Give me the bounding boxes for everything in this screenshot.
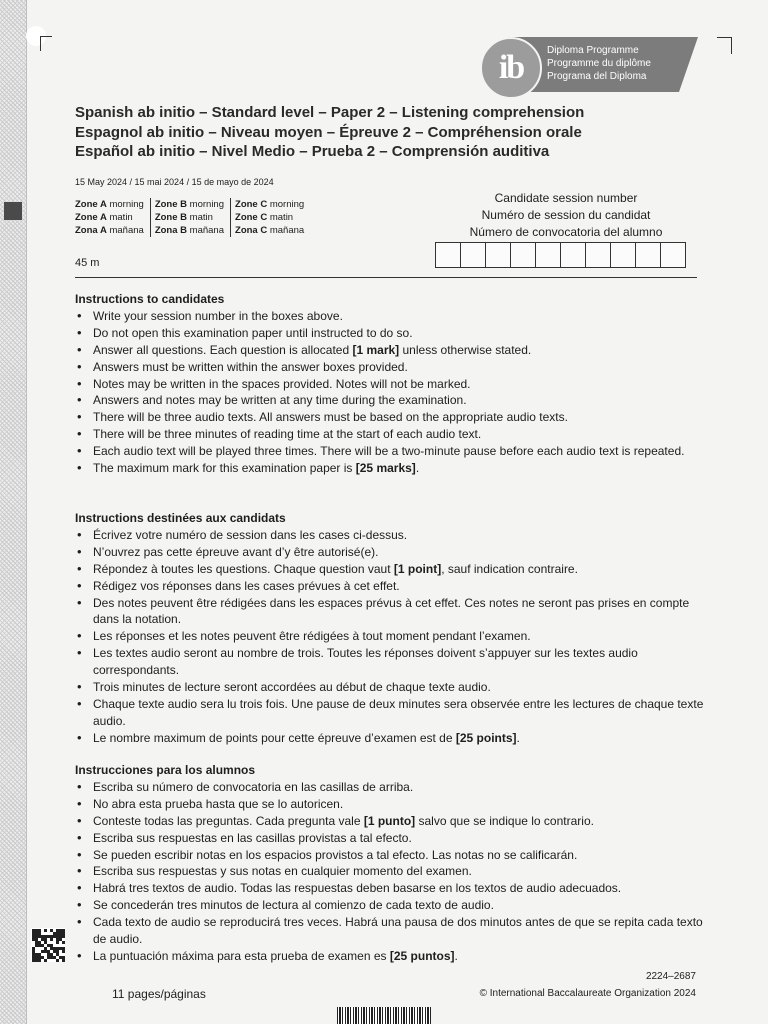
instructions-list [75,527,705,747]
exam-title-es: Español ab initio – Nivel Medio – Prueba 2 – Comprensión auditiva [75,143,550,160]
instruction-item: • Answers must be written within the answer boxes provided. [75,359,705,376]
instructions-english [75,291,705,477]
instruction-item: • Escriba su número de convocatoria en las casillas de arriba. [75,779,705,796]
exam-title-fr: Espagnol ab initio – Niveau moyen – Épreuve 2 – Compréhension orale [75,123,582,141]
logo-line: Diploma Programme [547,45,639,56]
instruction-item: • Les textes audio seront au nombre de trois. Toutes les réponses doivent s’appuyer sur les textes audio correspondants. [75,645,705,679]
session-number-box[interactable] [585,242,611,268]
session-number-box[interactable] [535,242,561,268]
barcode [337,1007,431,1024]
instruction-item: • Answers and notes may be written at any time during the examination. [75,392,705,409]
exam-duration: 45 m [75,257,100,269]
instructions-heading: Instructions destinées aux candidats [75,511,286,525]
logo-line: Programme du diplôme [547,58,651,69]
instruction-item: • La puntuación máxima para esta prueba de examen es [25 puntos]. [75,948,705,965]
zone-column: Zone B morning Zone B matin Zona B mañana [155,198,231,237]
instruction-item: • Escriba sus respuestas en las casillas provistas a tal efecto. [75,830,705,847]
exam-date: 15 May 2024 / 15 mai 2024 / 15 de mayo de 2024 [75,177,274,187]
csn-label-es: Número de convocatoria del alumno [469,225,663,239]
instruction-item: • Cada texto de audio se reproducirá tres veces. Habrá una pausa de dos minutos antes de que se repita cada texto de audio. [75,914,705,948]
instruction-item: • Notes may be written in the spaces provided. Notes will not be marked. [75,376,705,393]
session-number-box[interactable] [660,242,686,268]
candidate-session-boxes [436,242,686,268]
session-number-box[interactable] [635,242,661,268]
instruction-item: • Des notes peuvent être rédigées dans les espaces prévus à cet effet. Ces notes ne seront pas prises en compte dans la notation. [75,595,705,629]
session-number-box[interactable] [510,242,536,268]
csn-label-en: Candidate session number [494,191,638,205]
registration-mark [4,202,22,220]
instruction-item: • Se concederán tres minutos de lectura al comienzo de cada texto de audio. [75,897,705,914]
crop-mark-right [717,37,732,54]
instruction-item: • Se pueden escribir notas en los espacios provistos a tal efecto. Las notas no se calificarán. [75,847,705,864]
instruction-item: • Écrivez votre numéro de session dans les cases ci-dessus. [75,527,705,544]
session-number-box[interactable] [460,242,486,268]
zone-column: Zone A morning Zone A matin Zona A mañana [75,198,151,237]
session-number-box[interactable] [560,242,586,268]
scan-edge-hatch [0,0,27,1024]
instructions-heading: Instructions to candidates [75,292,225,306]
instruction-item: • Answer all questions. Each question is allocated [1 mark] unless otherwise stated. [75,342,705,359]
ib-logo-mark: ib [480,37,542,99]
instructions-french [75,510,705,747]
logo-line: Programa del Diploma [547,71,647,82]
instruction-item: • There will be three minutes of reading time at the start of each audio text. [75,426,705,443]
session-number-box[interactable] [610,242,636,268]
instruction-item: • Each audio text will be played three times. There will be a two-minute pause before each audio text is repeated. [75,443,705,460]
copyright-notice: © International Baccalaureate Organization 2024 [479,988,696,999]
instruction-item: • Chaque texte audio sera lu trois fois. Une pause de deux minutes sera observée entre les lectures de chaque texte audio. [75,696,705,730]
instruction-item: • Le nombre maximum de points pour cette épreuve d’examen est de [25 points]. [75,730,705,747]
instruction-item: • The maximum mark for this examination paper is [25 marks]. [75,460,705,477]
csn-label-fr: Numéro de session du candidat [481,208,651,222]
instructions-spanish [75,762,705,965]
instruction-item: • Rédigez vos réponses dans les cases prévues à cet effet. [75,578,705,595]
ib-logo [480,37,698,97]
instruction-item: • Do not open this examination paper until instructed to do so. [75,325,705,342]
instruction-item: • Habrá tres textos de audio. Todas las respuestas deben basarse en los textos de audio adecuados. [75,880,705,897]
zone-column: Zone C morning Zone C matin Zona C mañana [235,199,305,236]
instructions-list [75,308,705,477]
instruction-item: • Trois minutes de lecture seront accordées au début de chaque texte audio. [75,679,705,696]
session-number-box[interactable] [435,242,461,268]
candidate-session-label [436,190,696,241]
paper-code: 2224–2687 [645,971,696,982]
crop-mark-left [40,36,52,53]
exam-title-en: Spanish ab initio – Standard level – Paper 2 – Listening comprehension [75,104,585,121]
instructions-list [75,779,705,965]
qr-code [31,928,65,962]
instruction-item: • Répondez à toutes les questions. Chaque question vaut [1 point], sauf indication contraire. [75,561,705,578]
session-number-box[interactable] [485,242,511,268]
exam-titles [75,103,584,162]
instructions-heading: Instrucciones para los alumnos [75,763,256,777]
instruction-item: • N’ouvrez pas cette épreuve avant d’y être autorisé(e). [75,544,705,561]
page-count: 11 pages/páginas [112,987,206,1001]
instruction-item: • Escriba sus respuestas y sus notas en cualquier momento del examen. [75,863,705,880]
instruction-item: • There will be three audio texts. All answers must be based on the appropriate audio texts. [75,409,705,426]
instruction-item: • No abra esta prueba hasta que se lo autoricen. [75,796,705,813]
instruction-item: • Les réponses et les notes peuvent être rédigées à tout moment pendant l’examen. [75,628,705,645]
instruction-item: • Write your session number in the boxes above. [75,308,705,325]
zone-table [75,198,314,237]
header-divider [75,277,697,278]
instruction-item: • Conteste todas las preguntas. Cada pregunta vale [1 punto] salvo que se indique lo contrario. [75,813,705,830]
